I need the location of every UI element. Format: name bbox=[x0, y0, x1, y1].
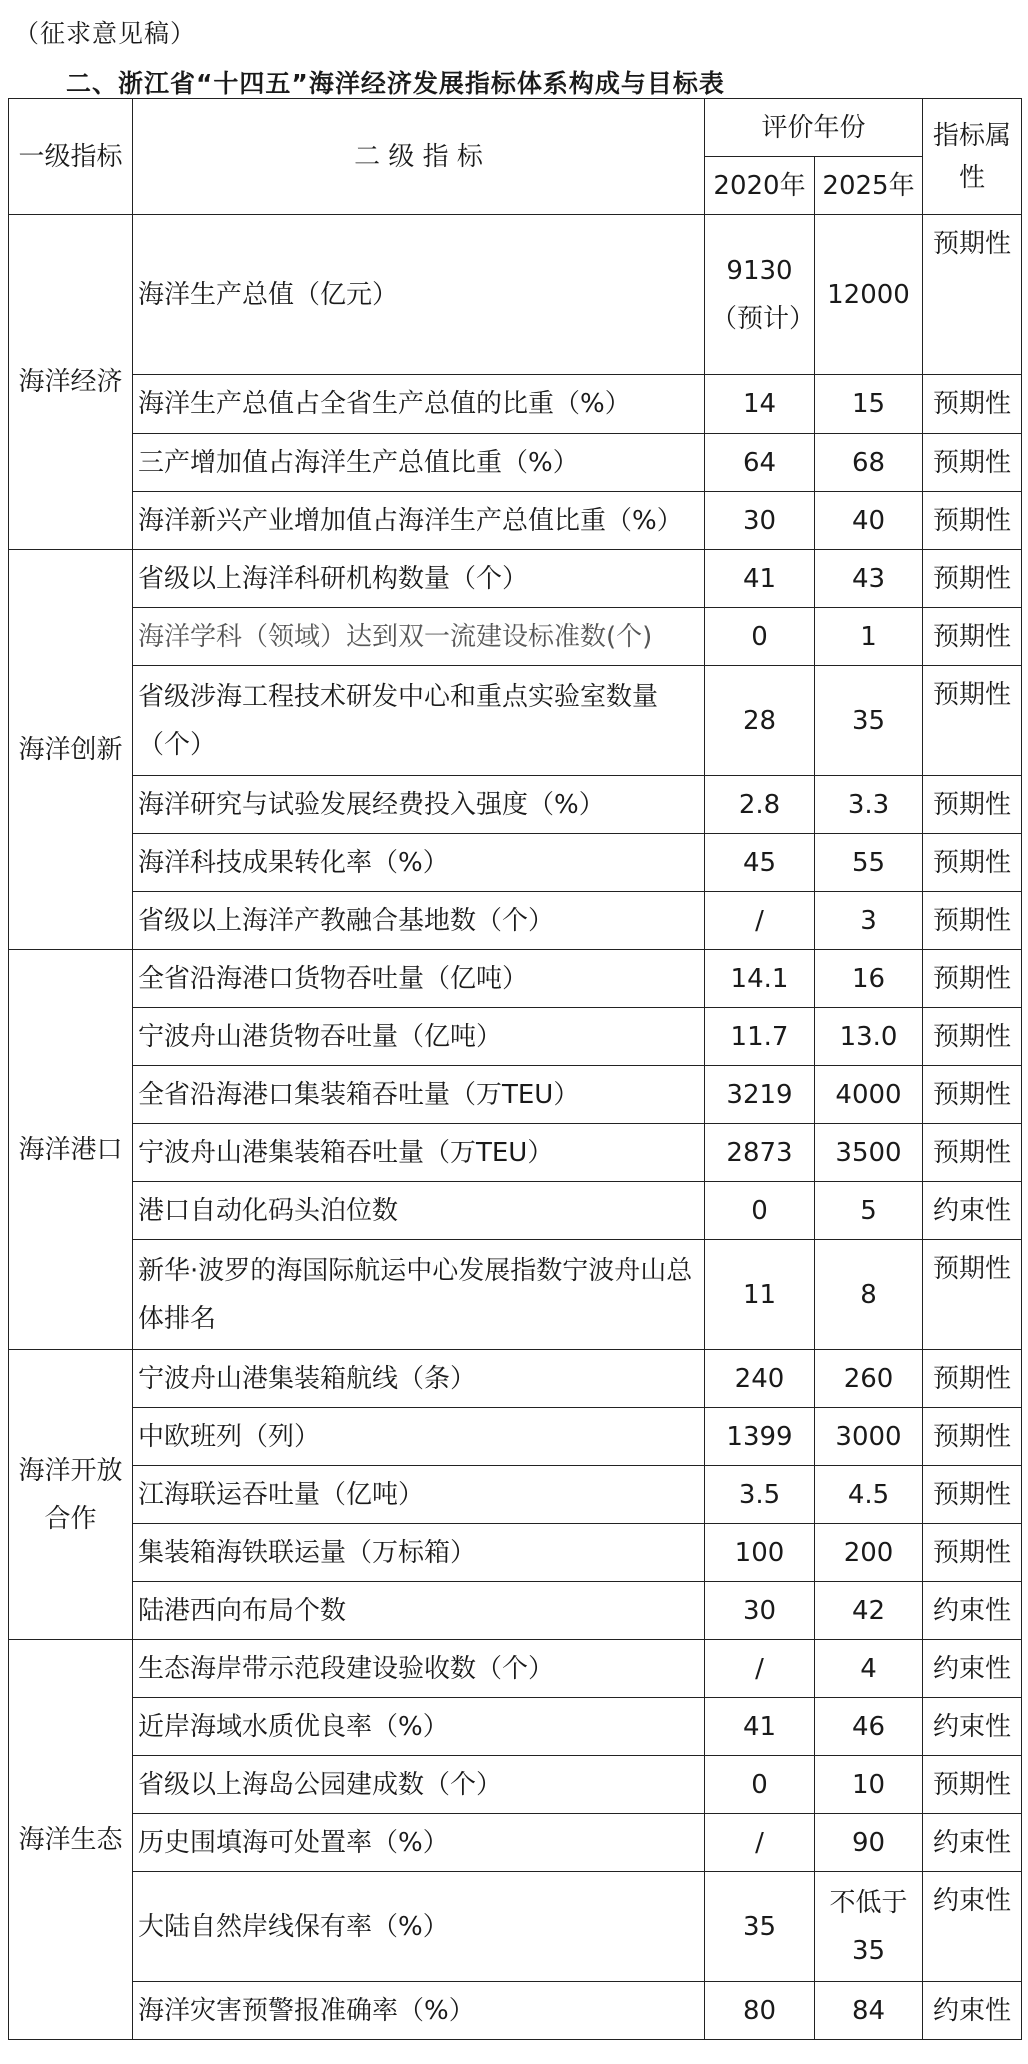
table-row bbox=[9, 1982, 1022, 2040]
indicator-cell: 江海联运吞吐量（亿吨） bbox=[133, 1466, 705, 1524]
indicator-cell: 全省沿海港口集装箱吞吐量（万TEU） bbox=[133, 1066, 705, 1124]
table-title: 二、浙江省“十四五”海洋经济发展指标体系构成与目标表 bbox=[66, 69, 725, 98]
attribute-cell: 预期性 bbox=[923, 834, 1022, 892]
value-2025-cell: 90 bbox=[815, 1814, 923, 1872]
value-2025-cell: 3000 bbox=[815, 1408, 923, 1466]
indicator-cell: 海洋灾害预警报准确率（%） bbox=[133, 1982, 705, 2040]
table-row bbox=[9, 834, 1022, 892]
value-2025-cell: 35 bbox=[815, 666, 923, 776]
value-2025-cell: 3.3 bbox=[815, 776, 923, 834]
value-2025-cell: 200 bbox=[815, 1524, 923, 1582]
value-2025-cell: 42 bbox=[815, 1582, 923, 1640]
table-row bbox=[9, 375, 1022, 434]
value-2025-cell: 84 bbox=[815, 1982, 923, 2040]
attribute-cell: 预期性 bbox=[923, 1350, 1022, 1408]
indicator-cell: 陆港西向布局个数 bbox=[133, 1582, 705, 1640]
table-row bbox=[9, 608, 1022, 666]
category-cell: 海洋开放合作 bbox=[9, 1350, 133, 1640]
attribute-cell: 约束性 bbox=[923, 1814, 1022, 1872]
value-2020-cell: 64 bbox=[705, 434, 815, 492]
value-2025-cell: 3500 bbox=[815, 1124, 923, 1182]
indicator-cell: 海洋学科（领域）达到双一流建设标准数(个) bbox=[133, 608, 705, 666]
value-2025-cell: 1 bbox=[815, 608, 923, 666]
value-2025-cell: 8 bbox=[815, 1240, 923, 1350]
value-2020-cell: / bbox=[705, 892, 815, 950]
table-row bbox=[9, 1640, 1022, 1698]
value-2020-cell: 45 bbox=[705, 834, 815, 892]
category-cell: 海洋经济 bbox=[9, 215, 133, 550]
value-2025-cell: 12000 bbox=[815, 215, 923, 375]
value-2020-cell: 0 bbox=[705, 608, 815, 666]
indicator-cell: 全省沿海港口货物吞吐量（亿吨） bbox=[133, 950, 705, 1008]
indicator-cell: 省级以上海岛公园建成数（个） bbox=[133, 1756, 705, 1814]
table-row bbox=[9, 1466, 1022, 1524]
indicator-cell: 近岸海域水质优良率（%） bbox=[133, 1698, 705, 1756]
table-row bbox=[9, 1524, 1022, 1582]
table-row bbox=[9, 1008, 1022, 1066]
attribute-cell: 预期性 bbox=[923, 1066, 1022, 1124]
header-year-2025: 2025年 bbox=[815, 157, 923, 215]
table-row bbox=[9, 1182, 1022, 1240]
table-row bbox=[9, 1240, 1022, 1350]
attribute-cell: 约束性 bbox=[923, 1982, 1022, 2040]
value-2020-cell: 41 bbox=[705, 550, 815, 608]
value-2020-cell: 3219 bbox=[705, 1066, 815, 1124]
indicator-cell: 中欧班列（列） bbox=[133, 1408, 705, 1466]
value-2025-cell: 10 bbox=[815, 1756, 923, 1814]
category-cell: 海洋生态 bbox=[9, 1640, 133, 2040]
table-row bbox=[9, 1814, 1022, 1872]
value-2020-cell: 14 bbox=[705, 375, 815, 434]
attribute-cell: 约束性 bbox=[923, 1582, 1022, 1640]
value-2025-cell: 4 bbox=[815, 1640, 923, 1698]
value-2020-cell: 30 bbox=[705, 492, 815, 550]
value-2025-cell: 3 bbox=[815, 892, 923, 950]
indicator-cell: 三产增加值占海洋生产总值比重（%） bbox=[133, 434, 705, 492]
attribute-cell: 预期性 bbox=[923, 434, 1022, 492]
attribute-cell: 预期性 bbox=[923, 1408, 1022, 1466]
indicator-cell: 集装箱海铁联运量（万标箱） bbox=[133, 1524, 705, 1582]
indicator-cell: 海洋生产总值（亿元） bbox=[133, 215, 705, 375]
indicator-cell: 生态海岸带示范段建设验收数（个） bbox=[133, 1640, 705, 1698]
indicator-cell: 大陆自然岸线保有率（%） bbox=[133, 1872, 705, 1982]
table-row bbox=[9, 1756, 1022, 1814]
attribute-cell: 预期性 bbox=[923, 1466, 1022, 1524]
value-2025-cell: 15 bbox=[815, 375, 923, 434]
table-row bbox=[9, 1066, 1022, 1124]
value-2025-cell: 不低于35 bbox=[815, 1872, 923, 1982]
header-year-2020: 2020年 bbox=[705, 157, 815, 215]
attribute-cell: 预期性 bbox=[923, 666, 1022, 776]
value-2020-cell: 11 bbox=[705, 1240, 815, 1350]
attribute-cell: 预期性 bbox=[923, 215, 1022, 375]
value-2025-cell: 43 bbox=[815, 550, 923, 608]
attribute-cell: 预期性 bbox=[923, 1756, 1022, 1814]
attribute-cell: 预期性 bbox=[923, 950, 1022, 1008]
draft-note: （征求意见稿） bbox=[14, 19, 197, 48]
attribute-cell: 预期性 bbox=[923, 550, 1022, 608]
value-2025-cell: 16 bbox=[815, 950, 923, 1008]
value-2020-cell: 2873 bbox=[705, 1124, 815, 1182]
indicator-cell: 宁波舟山港货物吞吐量（亿吨） bbox=[133, 1008, 705, 1066]
table-row bbox=[9, 1124, 1022, 1182]
attribute-cell: 预期性 bbox=[923, 375, 1022, 434]
header-level2: 二 级 指 标 bbox=[133, 99, 705, 215]
indicator-cell: 新华·波罗的海国际航运中心发展指数宁波舟山总体排名 bbox=[133, 1240, 705, 1350]
indicator-cell: 海洋科技成果转化率（%） bbox=[133, 834, 705, 892]
value-2020-cell: / bbox=[705, 1814, 815, 1872]
value-2020-cell: 0 bbox=[705, 1182, 815, 1240]
value-2020-cell: 14.1 bbox=[705, 950, 815, 1008]
attribute-cell: 预期性 bbox=[923, 776, 1022, 834]
indicator-cell: 海洋研究与试验发展经费投入强度（%） bbox=[133, 776, 705, 834]
category-cell: 海洋港口 bbox=[9, 950, 133, 1350]
value-2020-cell: 35 bbox=[705, 1872, 815, 1982]
indicator-cell: 省级以上海洋科研机构数量（个） bbox=[133, 550, 705, 608]
table-row bbox=[9, 550, 1022, 608]
table-row bbox=[9, 1872, 1022, 1982]
table-row bbox=[9, 892, 1022, 950]
attribute-cell: 预期性 bbox=[923, 1240, 1022, 1350]
value-2025-cell: 46 bbox=[815, 1698, 923, 1756]
attribute-cell: 约束性 bbox=[923, 1698, 1022, 1756]
indicator-cell: 宁波舟山港集装箱航线（条） bbox=[133, 1350, 705, 1408]
value-2020-cell: / bbox=[705, 1640, 815, 1698]
indicator-cell: 省级涉海工程技术研发中心和重点实验室数量（个） bbox=[133, 666, 705, 776]
value-2020-cell: 1399 bbox=[705, 1408, 815, 1466]
attribute-cell: 预期性 bbox=[923, 1008, 1022, 1066]
value-2020-cell: 2.8 bbox=[705, 776, 815, 834]
value-2020-cell: 30 bbox=[705, 1582, 815, 1640]
attribute-cell: 约束性 bbox=[923, 1182, 1022, 1240]
value-2025-cell: 13.0 bbox=[815, 1008, 923, 1066]
header-level1: 一级指标 bbox=[9, 99, 133, 215]
value-2020-cell: 240 bbox=[705, 1350, 815, 1408]
table-row bbox=[9, 776, 1022, 834]
value-2025-cell: 55 bbox=[815, 834, 923, 892]
attribute-cell: 预期性 bbox=[923, 608, 1022, 666]
attribute-cell: 预期性 bbox=[923, 1124, 1022, 1182]
value-2020-cell: 80 bbox=[705, 1982, 815, 2040]
attribute-cell: 预期性 bbox=[923, 492, 1022, 550]
table-row bbox=[9, 492, 1022, 550]
attribute-cell: 预期性 bbox=[923, 1524, 1022, 1582]
table-row bbox=[9, 1350, 1022, 1408]
value-2025-cell: 40 bbox=[815, 492, 923, 550]
table-row bbox=[9, 666, 1022, 776]
table-row bbox=[9, 434, 1022, 492]
indicator-cell: 历史围填海可处置率（%） bbox=[133, 1814, 705, 1872]
value-2025-cell: 260 bbox=[815, 1350, 923, 1408]
table-row bbox=[9, 950, 1022, 1008]
value-2020-cell: 28 bbox=[705, 666, 815, 776]
indicator-table bbox=[8, 98, 1022, 2040]
header-attribute: 指标属性 bbox=[923, 99, 1022, 215]
table-row bbox=[9, 1582, 1022, 1640]
value-2025-cell: 4000 bbox=[815, 1066, 923, 1124]
table-row bbox=[9, 1698, 1022, 1756]
indicator-cell: 港口自动化码头泊位数 bbox=[133, 1182, 705, 1240]
value-2020-cell: 3.5 bbox=[705, 1466, 815, 1524]
indicator-cell: 海洋生产总值占全省生产总值的比重（%） bbox=[133, 375, 705, 434]
value-2025-cell: 4.5 bbox=[815, 1466, 923, 1524]
indicator-cell: 海洋新兴产业增加值占海洋生产总值比重（%） bbox=[133, 492, 705, 550]
value-2020-cell: 9130（预计） bbox=[705, 215, 815, 375]
value-2020-cell: 41 bbox=[705, 1698, 815, 1756]
table-row bbox=[9, 215, 1022, 375]
value-2020-cell: 11.7 bbox=[705, 1008, 815, 1066]
value-2025-cell: 68 bbox=[815, 434, 923, 492]
value-2020-cell: 0 bbox=[705, 1756, 815, 1814]
header-eval-year: 评价年份 bbox=[705, 99, 923, 157]
attribute-cell: 约束性 bbox=[923, 1872, 1022, 1982]
indicator-cell: 宁波舟山港集装箱吞吐量（万TEU） bbox=[133, 1124, 705, 1182]
table-row bbox=[9, 1408, 1022, 1466]
attribute-cell: 约束性 bbox=[923, 1640, 1022, 1698]
value-2025-cell: 5 bbox=[815, 1182, 923, 1240]
value-2020-cell: 100 bbox=[705, 1524, 815, 1582]
attribute-cell: 预期性 bbox=[923, 892, 1022, 950]
indicator-cell: 省级以上海洋产教融合基地数（个） bbox=[133, 892, 705, 950]
category-cell: 海洋创新 bbox=[9, 550, 133, 950]
